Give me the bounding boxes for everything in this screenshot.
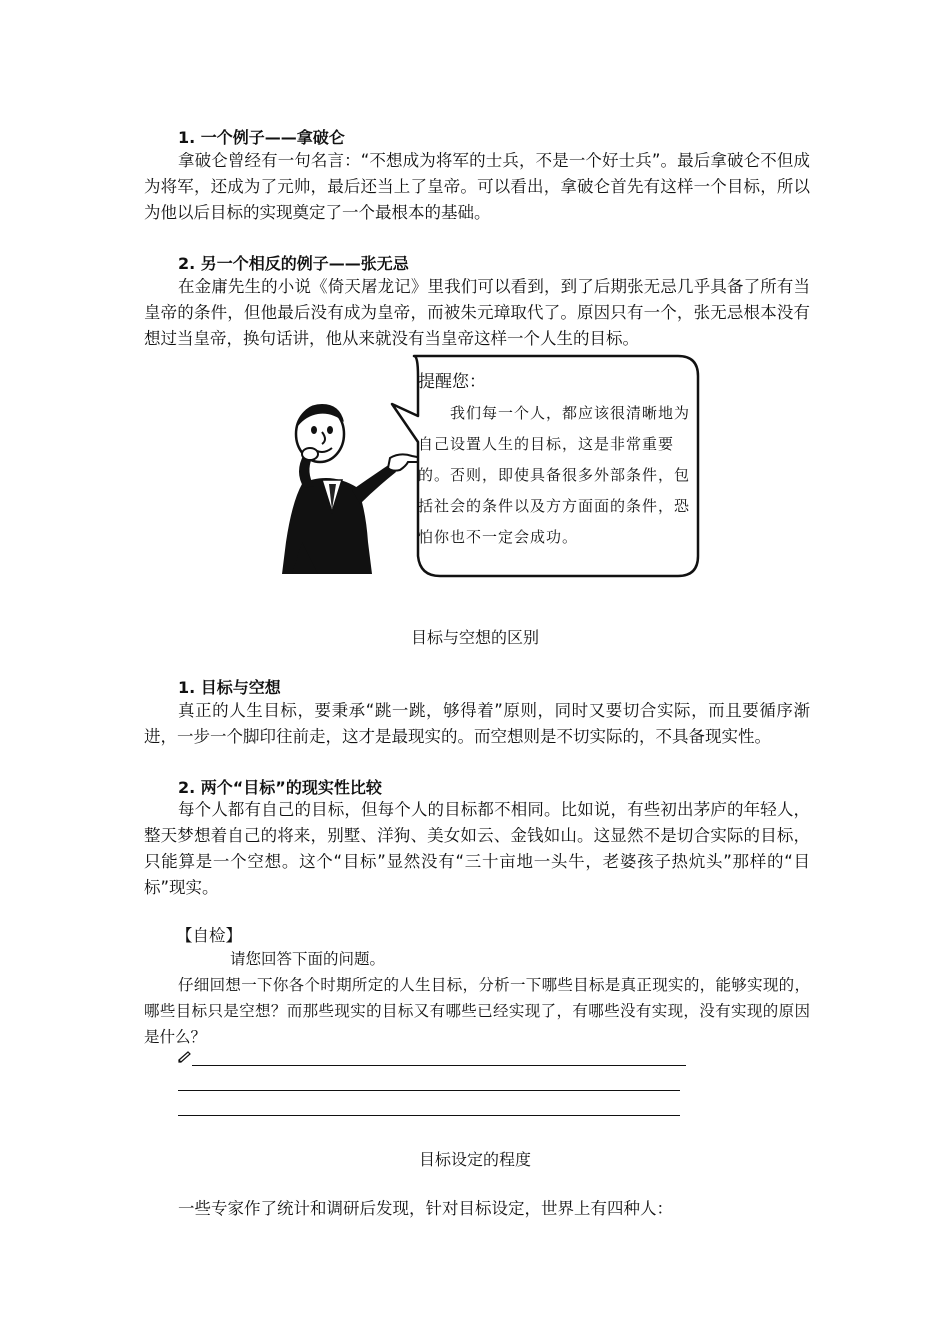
- answer-line-3[interactable]: [178, 1115, 680, 1116]
- heading-goal-and-fantasy: 1. 目标与空想: [178, 678, 281, 697]
- paragraph-zhang-wuji: 在金庸先生的小说《倚天屠龙记》里我们可以看到，到了后期张无忌几乎具备了所有当皇帝的条件，但他最后没有成为皇帝，而被朱元璋取代了。原因只有一个，张无忌根本没有想过当皇帝，换句话讲，他从来就没有当皇帝这样一个人生的目标。: [144, 277, 810, 348]
- answer-line-1[interactable]: [192, 1065, 686, 1066]
- selfcheck-label: 【自检】: [176, 926, 242, 945]
- selfcheck-prompt: 请您回答下面的问题。: [230, 950, 386, 968]
- section-title-goal-setting-degree: 目标设定的程度: [418, 1150, 531, 1169]
- reminder-text: [418, 370, 698, 553]
- paragraph-four-kinds-of-people: 一些专家作了统计和调研后发现，针对目标设定，世界上有四种人：: [178, 1199, 673, 1218]
- answer-line-2[interactable]: [178, 1090, 680, 1091]
- section-title-goal-vs-fantasy: 目标与空想的区别: [410, 628, 539, 647]
- pen-icon: [178, 1049, 192, 1063]
- selfcheck-question: 仔细回想一下你各个时期所定的人生目标，分析一下哪些目标是真正现实的，能够实现的，哪些目标只是空想？而那些现实的目标又有哪些已经实现了，有哪些没有实现，没有实现的原因是什么？: [144, 976, 810, 1046]
- paragraph-napoleon: 拿破仑曾经有一句名言：“不想成为将军的士兵，不是一个好士兵”。最后拿破仑不但成为将军，还成为了元帅，最后还当上了皇帝。可以看出，拿破仑首先有这样一个目标，所以为他以后目标的实现奠定了一个最根本的基础。: [144, 151, 810, 222]
- heading-zhang-wuji-example: 2. 另一个相反的例子——张无忌: [178, 254, 409, 273]
- reminder-body: 我们每一个人，都应该很清晰地为自己设置人生的目标，这是非常重要的。否则，即使具备很多外部条件，包括社会的条件以及方方面面的条件，恐怕你也不一定会成功。: [418, 404, 691, 546]
- paragraph-goal-and-fantasy: 真正的人生目标，要秉承“跳一跳，够得着”原则，同时又要切合实际，而且要循序渐进，一步一个脚印往前走，这才是最现实的。而空想则是不切实际的，不具备现实性。: [144, 701, 810, 746]
- heading-two-goals-comparison: 2. 两个“目标”的现实性比较: [178, 778, 382, 797]
- paragraph-two-goals: 每个人都有自己的目标，但每个人的目标都不相同。比如说，有些初出茅庐的年轻人，整天梦想着自己的将来，别墅、洋狗、美女如云、金钱如山。这显然不是切合实际的目标，只能算是一个空想。这个“目标”显然没有“三十亩地一头牛，老婆孩子热炕头”那样的“目标”现实。: [144, 800, 810, 897]
- heading-napoleon-example: 1. 一个例子——拿破仑: [178, 128, 345, 147]
- reminder-title: 提醒您：: [418, 372, 486, 392]
